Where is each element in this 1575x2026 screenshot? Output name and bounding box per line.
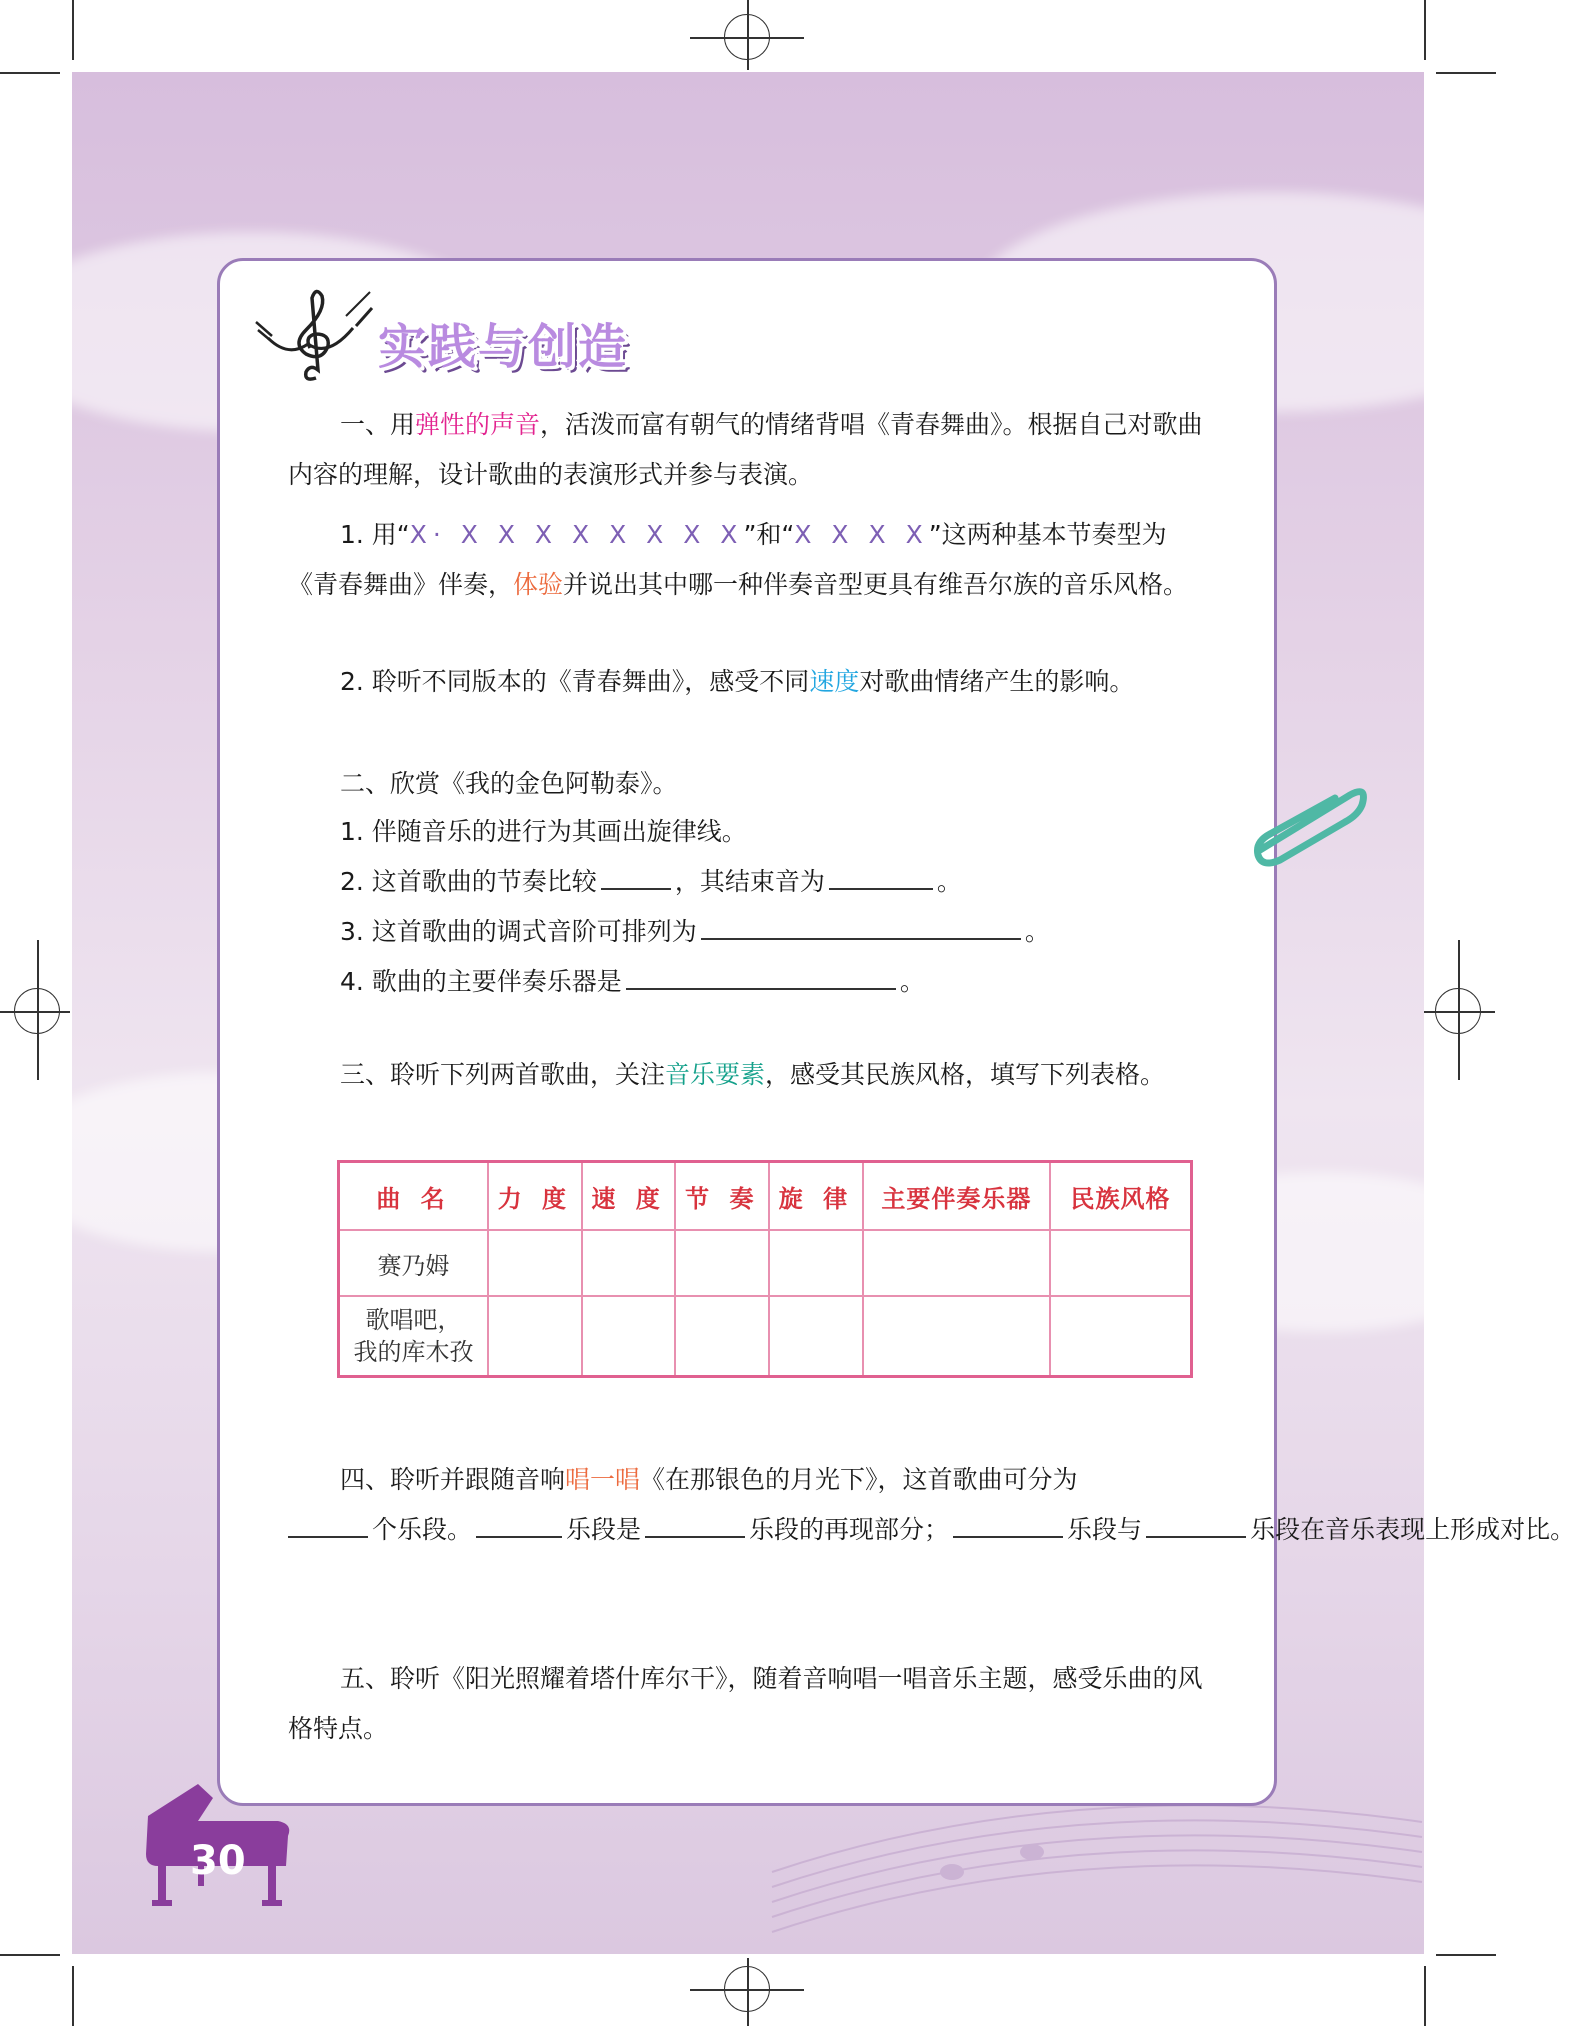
answer-cell[interactable] [1050,1230,1191,1296]
section-4-line-2: 个乐段。 乐段是 乐段的再现部分； 乐段与 乐段在音乐表现上形成对比。 [288,1510,1575,1546]
answer-blank[interactable] [601,864,671,890]
song-name-cell: 歌唱吧， 我的库木孜 [339,1296,489,1376]
header-cell: 民族风格 [1050,1162,1191,1231]
highlight-sing-along: 唱一唱 [565,1465,641,1494]
header-cell: 曲 名 [339,1162,489,1231]
answer-cell[interactable] [769,1296,863,1376]
highlight-speed: 速度 [809,667,860,696]
section-2-item-1: 1. 伴随音乐的进行为其画出旋律线。 [340,817,747,846]
section-3-intro: 三、聆听下列两首歌曲，关注音乐要素，感受其民族风格，填写下列表格。 [340,1060,1166,1089]
song-name-cell: 赛乃姆 [339,1230,489,1296]
header-cell: 主要伴奏乐器 [863,1162,1050,1231]
table-row [339,1296,1192,1376]
header-cell: 节 奏 [675,1162,769,1231]
answer-cell[interactable] [675,1296,769,1376]
music-elements-table [337,1160,1193,1378]
section-4-line-1: 四、聆听并跟随音响唱一唱《在那银色的月光下》，这首歌曲可分为 [340,1465,1078,1494]
answer-cell[interactable] [488,1230,582,1296]
answer-blank[interactable] [701,914,1021,940]
highlight-music-elements: 音乐要素 [665,1060,766,1089]
answer-cell[interactable] [863,1230,1050,1296]
table-header-row [339,1162,1192,1231]
answer-blank[interactable] [1146,1512,1246,1538]
rhythm-pattern-1: X· X X X X X X X X [409,520,744,549]
answer-blank[interactable] [953,1512,1063,1538]
highlight-experience: 体验 [513,570,564,599]
header-cell: 旋 律 [769,1162,863,1231]
answer-cell[interactable] [488,1296,582,1376]
section-2-intro: 二、欣赏《我的金色阿勒泰》。 [340,769,678,798]
answer-cell[interactable] [863,1296,1050,1376]
section-1-item-1: 1. 用“X· X X X X X X X X”和“X X X X”这两种基本节奏型为《青春舞曲》伴奏，体验并说出其中哪一种伴奏音型更具有维吾尔族的音乐风格。 [288,520,1189,599]
paperclip-icon [1240,770,1380,870]
treble-clef-conductor-icon [248,278,378,388]
section-1-item-2: 2. 聆听不同版本的《青春舞曲》，感受不同速度对歌曲情绪产生的影响。 [340,667,1135,696]
answer-blank[interactable] [626,964,896,990]
section-5-text: 五、聆听《阳光照耀着塔什库尔干》，随着音响唱一唱音乐主题，感受乐曲的风格特点。 [288,1664,1203,1743]
answer-cell[interactable] [582,1230,676,1296]
answer-cell[interactable] [582,1296,676,1376]
answer-blank[interactable] [645,1512,745,1538]
page-number: 30 [190,1838,246,1884]
section-title: 实践与创造 [378,319,629,375]
answer-blank[interactable] [829,864,933,890]
answer-blank[interactable] [476,1512,562,1538]
answer-cell[interactable] [769,1230,863,1296]
section-2-item-2: 2. 这首歌曲的节奏比较 ，其结束音为 。 [340,862,962,898]
section-1-intro: 一、用弹性的声音，活泼而富有朝气的情绪背唱《青春舞曲》。根据自己对歌曲内容的理解，设计歌曲的表演形式并参与表演。 [288,410,1203,489]
answer-blank[interactable] [288,1512,368,1538]
highlight-elastic-voice: 弹性的声音 [415,410,541,439]
answer-cell[interactable] [1050,1296,1191,1376]
section-heading [248,278,628,388]
header-cell: 速 度 [582,1162,676,1231]
rhythm-pattern-2: X X X X [794,520,929,549]
section-2-item-4: 4. 歌曲的主要伴奏乐器是 。 [340,962,925,998]
table-row [339,1230,1192,1296]
header-cell: 力 度 [488,1162,582,1231]
answer-cell[interactable] [675,1230,769,1296]
section-2-item-3: 3. 这首歌曲的调式音阶可排列为 。 [340,912,1050,948]
